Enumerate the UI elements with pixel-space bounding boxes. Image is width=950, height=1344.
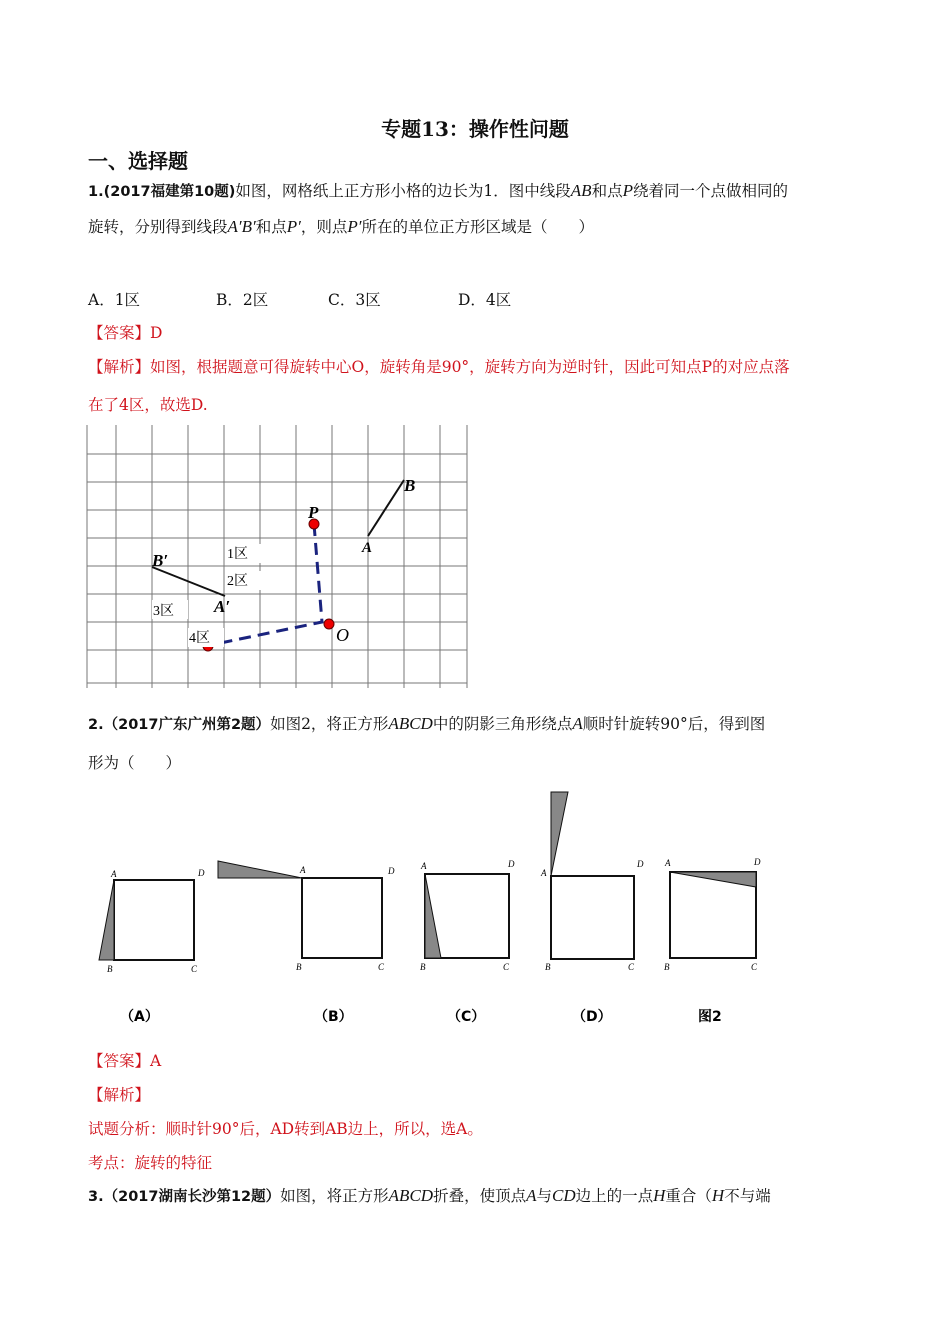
q1-answer: 【答案】D <box>88 324 163 342</box>
math-cd: CD <box>551 1186 576 1205</box>
label-bp: B′ <box>152 551 169 570</box>
q2-analysis-head: 【解析】 <box>88 1086 151 1104</box>
vertex-label: B <box>420 962 426 972</box>
q3-text: 如图，将正方形 <box>280 1187 389 1205</box>
q2-text: 如图2，将正方形 <box>270 715 389 733</box>
q2-line2: 形为（ ） <box>88 754 182 772</box>
option-b: B．2区 <box>216 291 269 309</box>
q2-text: 中的阴影三角形绕点 <box>432 715 573 733</box>
q1-analysis-line1: 【解析】如图，根据题意可得旋转中心O，旋转角是90°，旋转方向为逆时针，因此可知点P的对应点落 <box>88 358 790 376</box>
vertex-label: D <box>754 857 761 867</box>
q1-line2 <box>88 216 878 238</box>
vertex-label: D <box>388 866 395 876</box>
math-h: H <box>711 1186 725 1205</box>
caption-c: （C） <box>447 1009 486 1025</box>
q1-text: 绕着同一个点做相同的 <box>632 182 788 200</box>
caption-b: （B） <box>314 1009 353 1025</box>
math-pp: P′ <box>286 217 301 236</box>
option-d-figure <box>540 792 644 972</box>
math-h: H <box>653 1186 666 1205</box>
label-zone3: 3区 <box>153 604 174 619</box>
q3-text: 折叠，使顶点 <box>433 1187 527 1205</box>
label-o: O <box>336 625 349 645</box>
grid-lines <box>87 425 467 688</box>
math-pp: P′ <box>347 217 362 236</box>
vertex-label: A <box>421 861 427 871</box>
option-c: C．3区 <box>328 291 381 309</box>
label-zone2: 2区 <box>227 574 248 589</box>
q3-text: 重合（ <box>665 1187 712 1205</box>
q1-analysis-line2: 在了4区，故选D. <box>88 396 208 414</box>
grid-rotation-figure <box>80 420 480 692</box>
q1-text: 所在的单位正方形区域是（ ） <box>361 218 594 236</box>
caption-a: （A） <box>120 1009 159 1025</box>
shaded-triangle <box>218 861 302 878</box>
q1-text: 如图，网格纸上正方形小格的边长为1．图中线段 <box>235 182 571 200</box>
label-b: B <box>404 476 416 495</box>
q1-text: 和点 <box>591 182 623 200</box>
figure-2 <box>664 857 761 972</box>
square <box>551 876 634 959</box>
q1-text: ，则点 <box>300 218 348 236</box>
q1-line1 <box>88 180 878 203</box>
vertex-label: C <box>503 962 510 972</box>
q3-source: （2017湖南长沙第12题） <box>103 1189 281 1205</box>
math-a: A <box>526 1186 537 1205</box>
q3-line1 <box>88 1185 878 1208</box>
vertex-label: D <box>198 868 205 878</box>
vertex-label: B <box>296 962 302 972</box>
vertex-label: A <box>665 858 671 868</box>
option-c-figure <box>420 859 515 972</box>
math-abcd: ABCD <box>388 1186 434 1205</box>
vertex-label: C <box>628 962 635 972</box>
vertex-label: C <box>751 962 758 972</box>
q2-keypoint: 考点：旋转的特征 <box>88 1154 213 1172</box>
option-a-figure <box>99 868 205 974</box>
vertex-label: B <box>664 962 670 972</box>
q3-text: 不与端 <box>724 1187 771 1205</box>
vertex-label: B <box>107 964 113 974</box>
section-heading: 一、选择题 <box>88 149 188 173</box>
q2-number: 2. <box>88 717 104 733</box>
q1-options <box>88 288 511 310</box>
option-d: D．4区 <box>458 291 512 309</box>
caption-fig2: 图2 <box>698 1009 722 1025</box>
label-p: P <box>308 503 319 522</box>
vertex-label: A <box>541 868 547 878</box>
math-ab: AB <box>570 181 592 200</box>
square <box>302 878 382 958</box>
q3-text: 与 <box>536 1187 552 1205</box>
vertex-label: C <box>191 964 198 974</box>
q2-source: （2017广东广州第2题） <box>103 717 271 733</box>
option-b-figure <box>218 861 395 972</box>
q1-text: 和点 <box>255 218 287 236</box>
vertex-label: C <box>378 962 385 972</box>
vertex-label: A <box>300 865 306 875</box>
segment-ab <box>368 480 404 536</box>
math-a: A <box>572 714 583 733</box>
vertex-label: D <box>508 859 515 869</box>
q3-number: 3. <box>88 1189 104 1205</box>
q1-number: 1. <box>88 184 104 200</box>
label-ap: A′ <box>214 597 231 616</box>
vertex-label: A <box>111 869 117 879</box>
q1-source: (2017福建第10题) <box>103 184 236 200</box>
q2-answer: 【答案】A <box>88 1052 162 1070</box>
square <box>114 880 194 960</box>
q2-figure <box>90 785 780 1035</box>
rotation-path <box>206 524 322 646</box>
option-a: A．1区 <box>88 291 141 309</box>
math-apbp: A′B′ <box>227 217 256 236</box>
vertex-label: D <box>637 859 644 869</box>
q2-text: 顺时针旋转90°后，得到图 <box>582 715 766 733</box>
math-p: P <box>622 181 633 200</box>
label-a: A <box>362 540 373 556</box>
label-zone4: 4区 <box>189 631 210 646</box>
vertex-label: B <box>545 962 551 972</box>
caption-d: （D） <box>572 1009 612 1025</box>
label-zone1: 1区 <box>227 547 248 562</box>
q3-text: 边上的一点 <box>575 1187 654 1205</box>
page-title: 专题13：操作性问题 <box>381 117 569 141</box>
q2-analysis: 试题分析：顺时针90°后，AD转到AB边上，所以，选A。 <box>88 1120 483 1138</box>
shaded-triangle <box>99 880 114 960</box>
point-o <box>324 619 334 629</box>
q1-text: 旋转，分别得到线段 <box>88 218 228 236</box>
shaded-triangle <box>551 792 568 876</box>
q2-line1 <box>88 713 878 736</box>
math-abcd: ABCD <box>388 714 433 733</box>
